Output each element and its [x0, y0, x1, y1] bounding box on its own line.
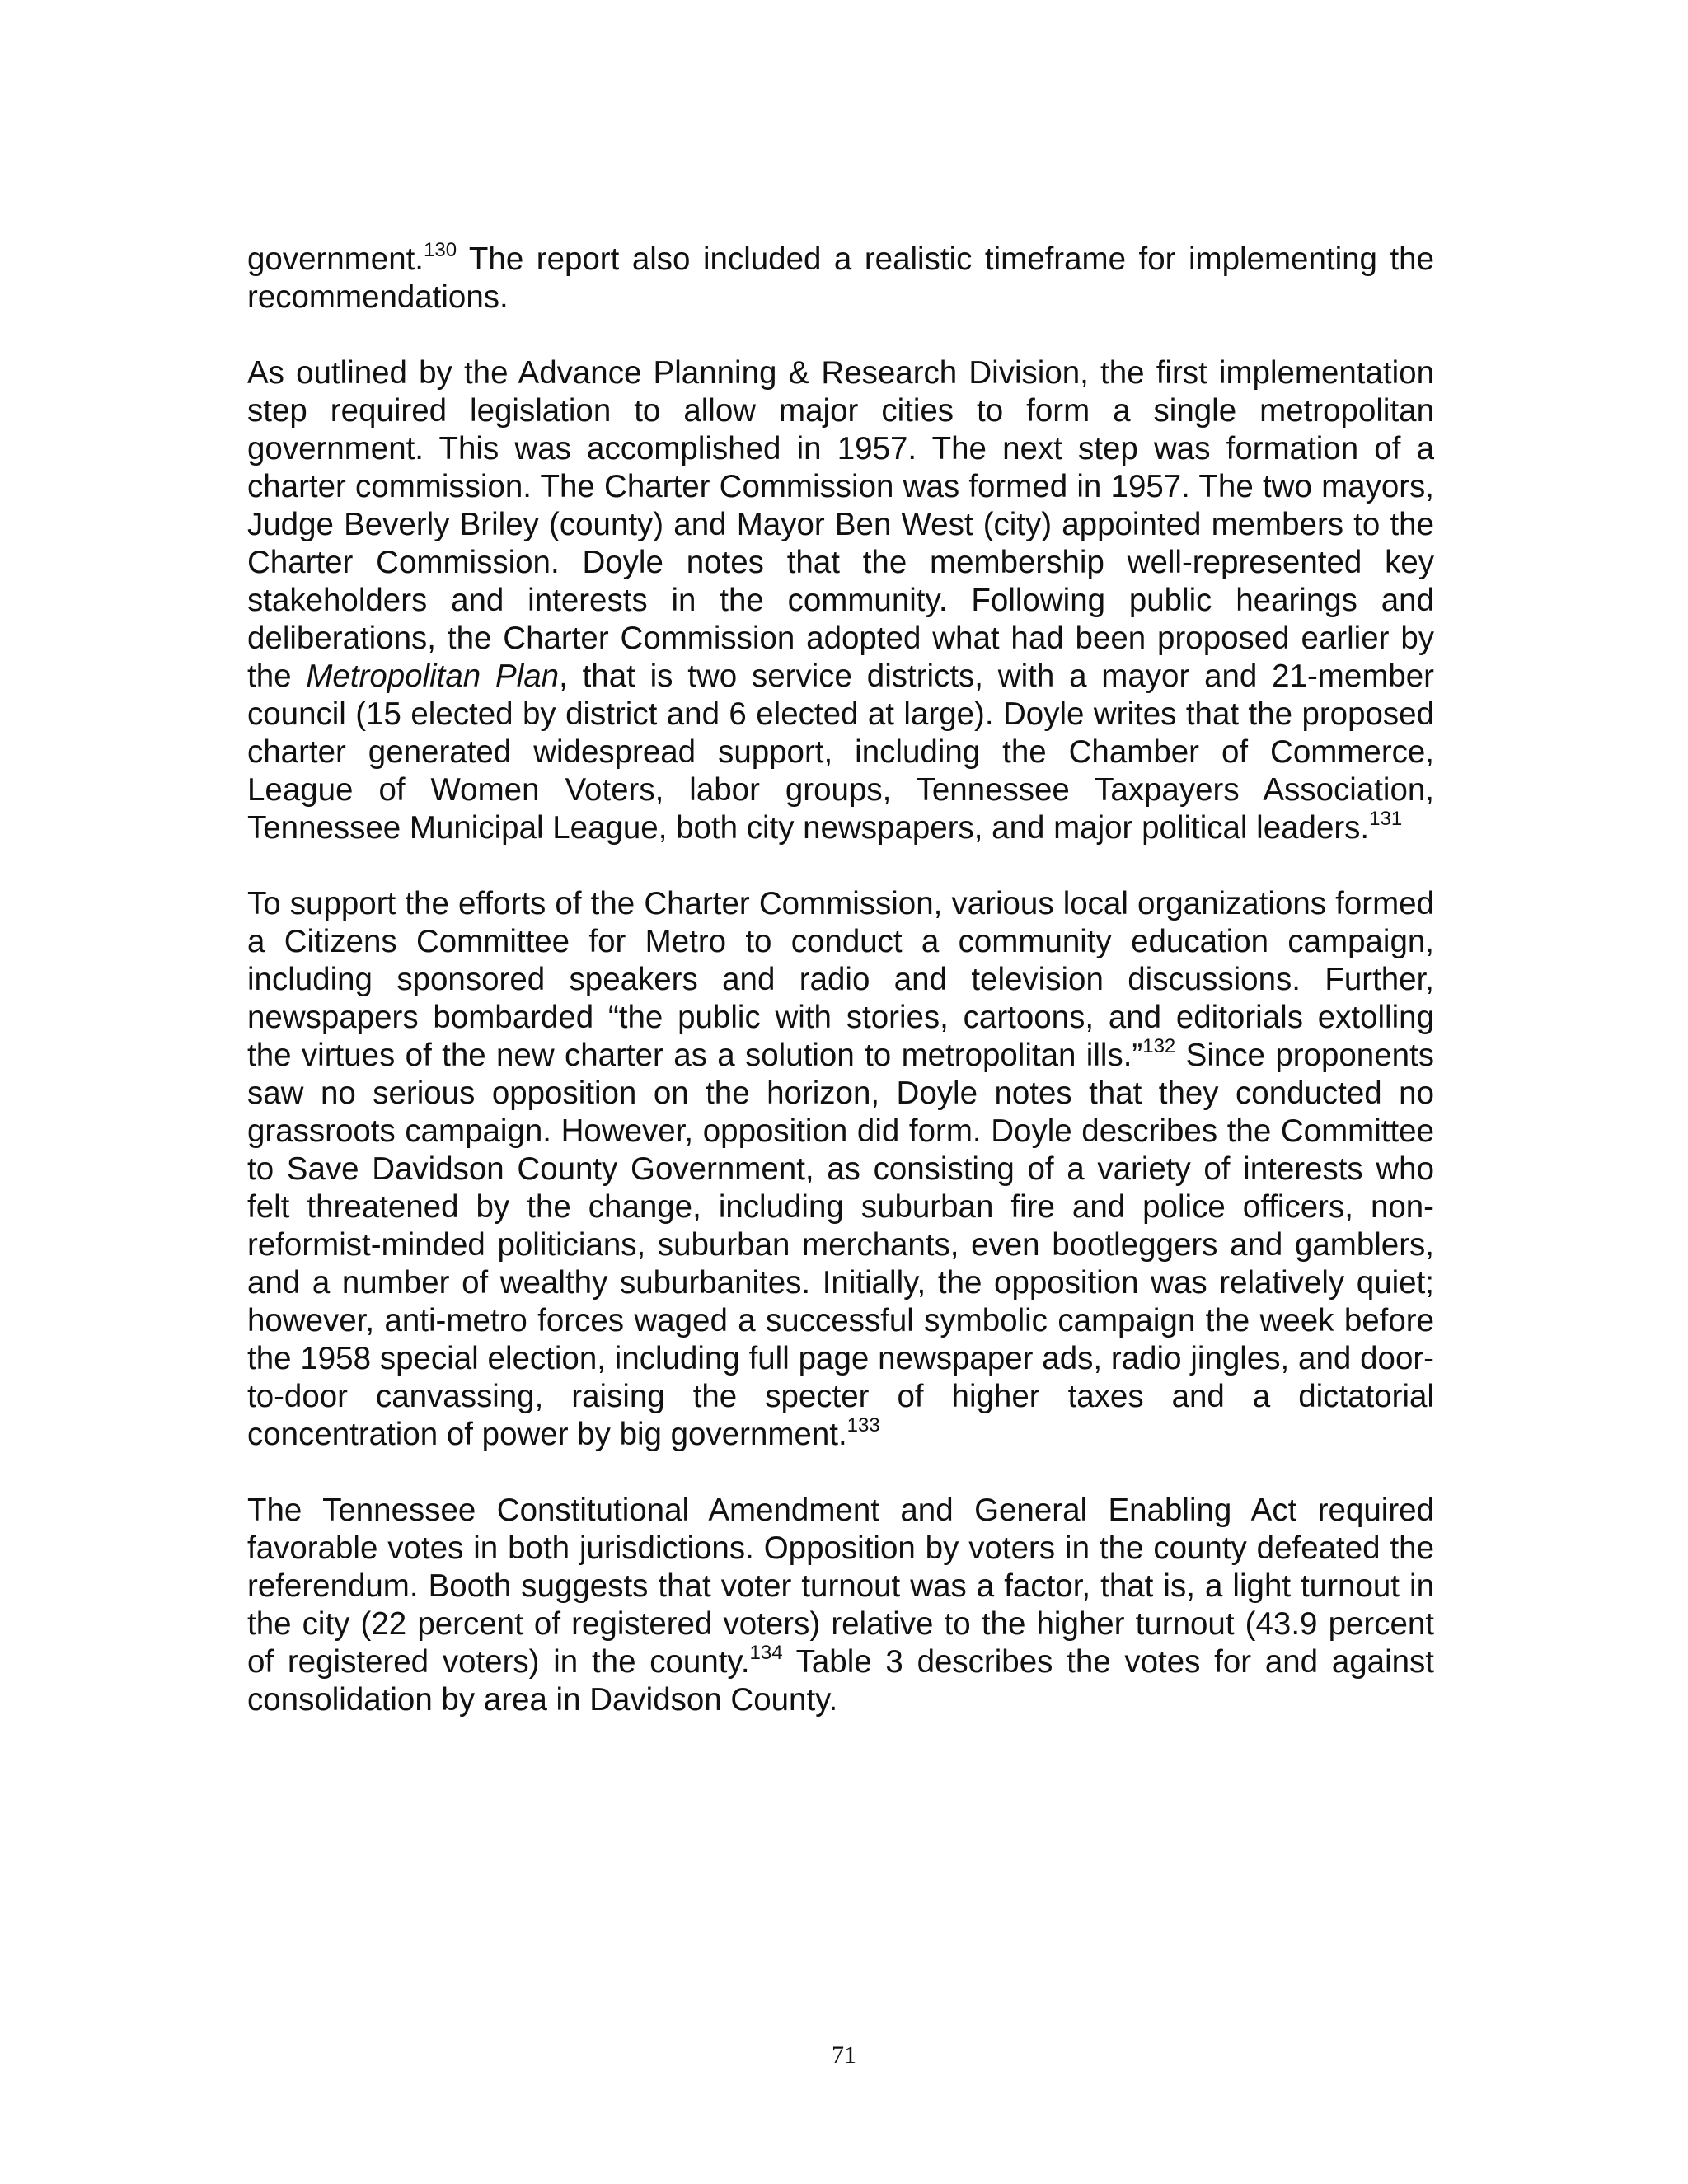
text-run: , that is two service districts, with a mayor and 21-member council (15 elected by district and 6 elected at large). Doyle writes that the proposed charter generated widespread support, including the Chamber of Commerce, League of Women Voters, labor groups, Tennessee Taxpayers Association, Tennessee Municipal League, both city newspapers, and major political leaders.	[247, 658, 1434, 846]
text-run: The Tennessee Constitutional Amendment and General Enabling Act required favorable votes in both jurisdictions. Opposition by voters in the county defeated the referendum. Booth suggests that voter turnout was a factor, that is, a light turnout in the city (22 percent of registered voters) relative to the higher turnout (43.9 percent of registered voters) in the county.	[247, 1493, 1434, 1680]
paragraph	[247, 354, 1434, 847]
text-run: To support the efforts of the Charter Commission, various local organizations formed a Citizens Committee for Metro to conduct a community education campaign, including sponsored speakers and radio and television discussions. Further, newspapers bombarded “the public with stories, cartoons, and editorials extolling the virtues of the new charter as a solution to metropolitan ills.”	[247, 886, 1434, 1073]
text-run: The report also included a realistic timeframe for implementing the recommendations.	[247, 241, 1434, 315]
body-text	[247, 241, 1434, 1757]
text-run: Table 3 describes the votes for and against consolidation by area in Davidson County.	[247, 1644, 1434, 1718]
text-run: Since proponents saw no serious opposition on the horizon, Doyle notes that they conducted no grassroots campaign. However, opposition did form. Doyle describes the Committee to Save Davidson County Government, as consisting of a variety of interests who felt threatened by the change, including suburban fire and police officers, non-reformist-minded politicians, suburban merchants, even bootleggers and gamblers, and a number of wealthy suburbanites. Initially, the opposition was relatively quiet; however, anti-metro forces waged a successful symbolic campaign the week before the 1958 special election, including full page newspaper ads, radio jingles, and door-to-door canvassing, raising the specter of higher taxes and a dictatorial concentration of power by big government.	[247, 1038, 1434, 1452]
italic-title: Metropolitan Plan	[306, 658, 560, 694]
paragraph	[247, 885, 1434, 1454]
paragraph	[247, 241, 1434, 316]
footnote-marker: 133	[846, 1414, 880, 1436]
text-run: government.	[247, 241, 424, 277]
footnote-marker: 132	[1142, 1035, 1176, 1057]
text-run: As outlined by the Advance Planning & Research Division, the first implementation step required legislation to allow major cities to form a single metropolitan government. This was accomplished in 1957. The next step was formation of a charter commission. The Charter Commission was formed in 1957. The two mayors, Judge Beverly Briley (county) and Mayor Ben West (city) appointed members to the Charter Commission. Doyle notes that the membership well-represented key stakeholders and interests in the community. Following public hearings and deliberations, the Charter Commission adopted what had been proposed earlier by the	[247, 355, 1434, 694]
footnote-marker: 131	[1369, 808, 1403, 830]
page-number: 71	[832, 2041, 856, 2069]
footnote-marker: 134	[749, 1642, 783, 1664]
footnote-marker: 130	[424, 239, 457, 261]
paragraph	[247, 1492, 1434, 1719]
